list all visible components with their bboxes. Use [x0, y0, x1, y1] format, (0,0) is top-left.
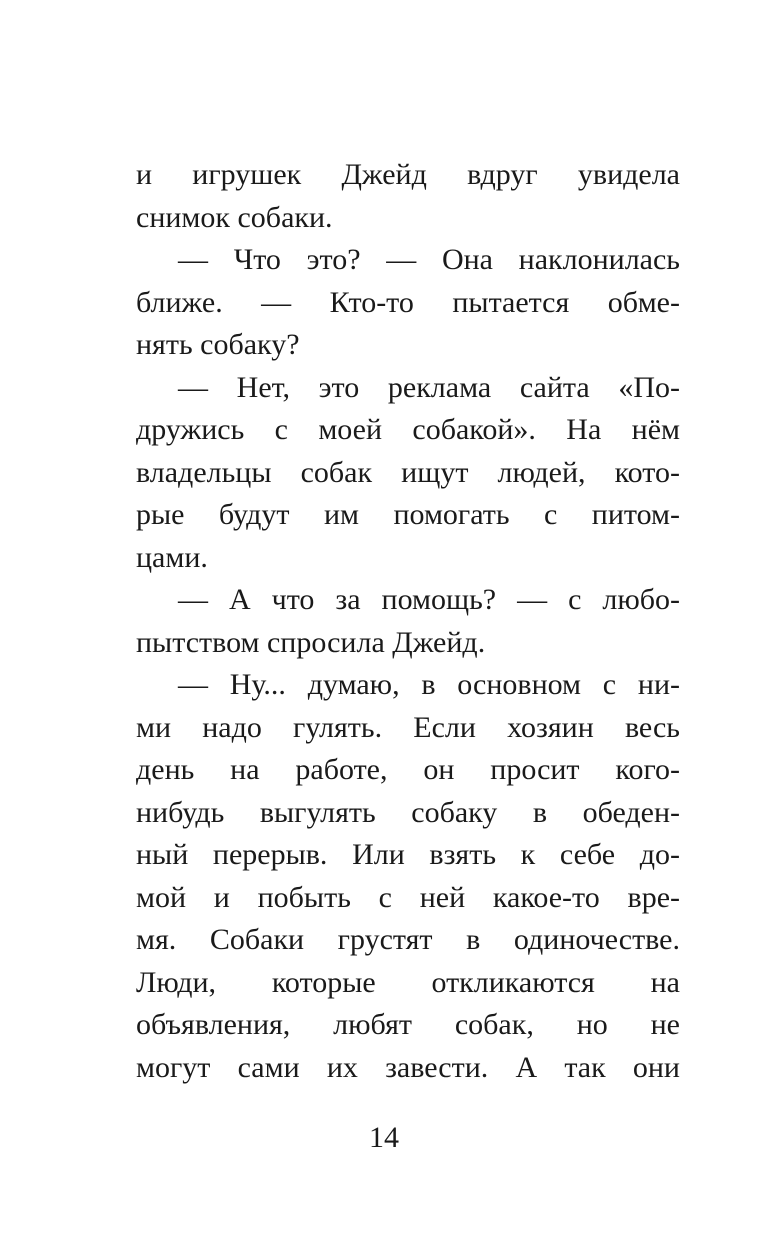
text-line-16: нибудь выгулять собаку в обеден- [136, 795, 680, 829]
text-line-2: снимок собаки. [136, 200, 333, 234]
text-line-14: ми надо гулять. Если хозяин весь [136, 710, 680, 744]
text-line-9: рые будут им помогать с питом- [136, 498, 680, 531]
text-line-21: объявления, любят собак, но не [136, 1008, 680, 1041]
text-line-8: владельцы собак ищут людей, кото- [136, 455, 680, 489]
text-line-7: дружись с моей собакой». На нём [136, 413, 680, 446]
text-line-13: — Ну... думаю, в основном с ни- [178, 668, 680, 701]
page-number: 14 [369, 1121, 399, 1154]
text-line-12: пытством спросила Джейд. [136, 625, 486, 659]
text-line-6: — Нет, это реклама сайта «По- [178, 370, 680, 404]
text-line-15: день на работе, он просит кого- [136, 753, 680, 786]
text-line-5: нять собаку? [136, 328, 300, 361]
text-line-4: ближе. — Кто-то пытается обме- [136, 285, 680, 319]
text-line-10: цами. [136, 540, 208, 574]
body-text [136, 154, 680, 1089]
text-line-22: могут сами их завести. А так они [136, 1050, 680, 1084]
text-line-19: мя. Собаки грустят в одиночестве. [136, 923, 680, 956]
text-line-20: Люди, которые откликаются на [136, 965, 680, 999]
text-line-17: ный перерыв. Или взять к себе до- [136, 838, 680, 871]
text-line-3: — Что это? — Она наклонилась [178, 243, 680, 276]
text-line-18: мой и побыть с ней какое-то вре- [136, 880, 680, 914]
text-line-11: — А что за помощь? — с любо- [178, 583, 680, 616]
text-line-1: и игрушек Джейд вдруг увидела [136, 158, 680, 191]
